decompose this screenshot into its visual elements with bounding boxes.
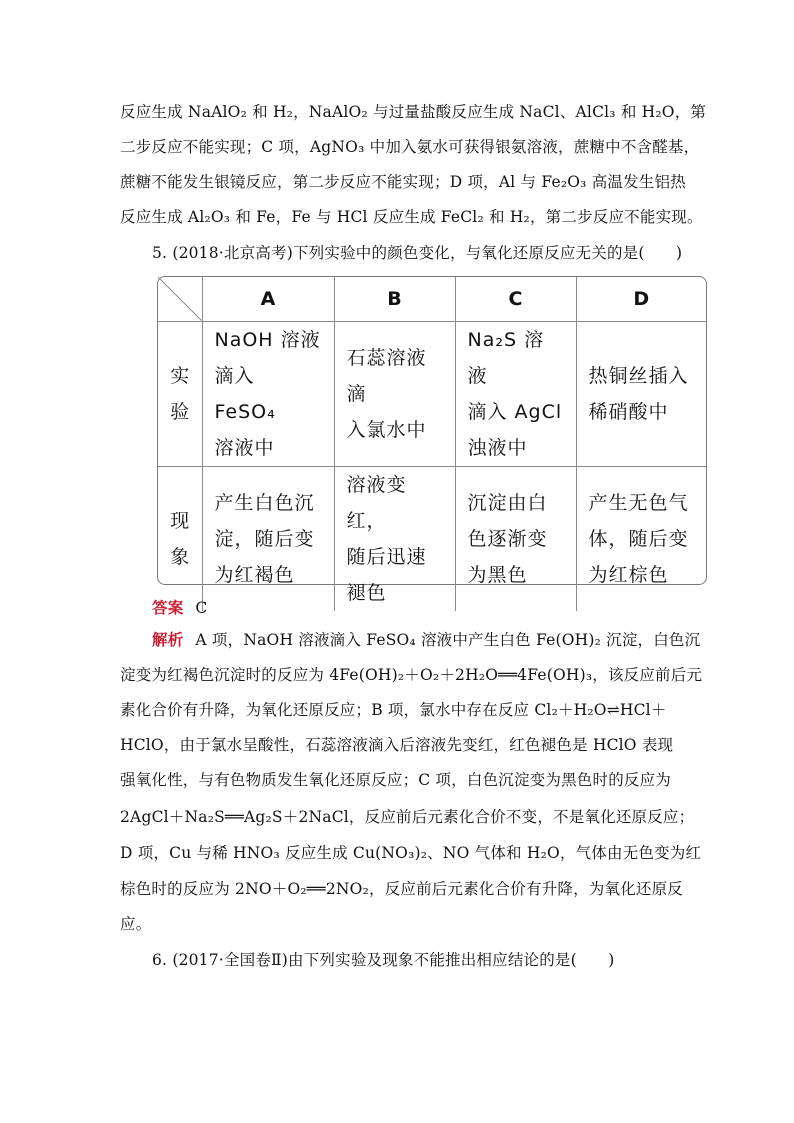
cell-line: 稀硝酸中 bbox=[588, 400, 669, 423]
cell-line: 滴入 AgCl bbox=[467, 400, 563, 423]
cell-line: 石蕊溶液滴 bbox=[346, 346, 427, 405]
row-label-phenomenon bbox=[158, 466, 202, 611]
header-a: A bbox=[202, 277, 334, 321]
analysis-line-7: D 项，Cu 与稀 HNO₃ 反应生成 Cu(NO₃)₂、NO 气体和 H₂O，气体由无色变为红 bbox=[120, 844, 702, 862]
cell-line: 沉淀由白 bbox=[467, 491, 548, 514]
phenomenon-a bbox=[202, 466, 334, 611]
row-label-char: 验 bbox=[170, 400, 190, 423]
cell-line: 淀，随后变 bbox=[214, 527, 315, 550]
cell-line: 溶液中 bbox=[214, 436, 275, 459]
cell-line: NaOH 溶液 bbox=[214, 328, 321, 351]
paragraph-line-2: 二步反应不能实现；C 项，AgNO₃ 中加入氨水可获得银氨溶液，蔗糖中不含醛基， bbox=[120, 138, 700, 156]
header-d: D bbox=[576, 277, 706, 321]
row-label-char: 现 bbox=[170, 509, 190, 532]
analysis-line-2: 淀变为红褐色沉淀时的反应为 4Fe(OH)₂＋O₂＋2H₂O══4Fe(OH)₃，该反应前后元 bbox=[120, 666, 703, 684]
analysis-line-1 bbox=[152, 630, 712, 650]
paragraph-line-3: 蔗糖不能发生银镜反应，第二步反应不能实现；D 项，Al 与 Fe₂O₃ 高温发生铝热 bbox=[120, 173, 686, 191]
experiment-c bbox=[455, 321, 576, 466]
header-b: B bbox=[334, 277, 455, 321]
experiment-b bbox=[334, 321, 455, 466]
cell-line: Na₂S 溶液 bbox=[467, 328, 545, 387]
cell-line: 随后迅速 bbox=[346, 545, 427, 568]
cell-line: 色逐渐变 bbox=[467, 527, 548, 550]
experiment-a bbox=[202, 321, 334, 466]
cell-line: 热铜丝插入 bbox=[588, 364, 689, 387]
answer-label: 答案 bbox=[152, 599, 184, 617]
cell-line: 溶液变红， bbox=[346, 473, 407, 532]
analysis-line-4: HClO，由于氯水呈酸性，石蕊溶液滴入后溶液先变红，红色褪色是 HClO 表现 bbox=[120, 736, 674, 754]
analysis-label: 解析 bbox=[152, 631, 184, 649]
experiment-table bbox=[157, 276, 707, 604]
header-c: C bbox=[455, 277, 576, 321]
diagonal-line-icon bbox=[158, 277, 202, 321]
table-corner-cell bbox=[158, 277, 202, 321]
analysis-line-9: 应。 bbox=[120, 915, 152, 933]
phenomenon-b bbox=[334, 466, 455, 611]
row-label-char: 象 bbox=[170, 545, 190, 568]
cell-line: 产生无色气 bbox=[588, 491, 689, 514]
cell-line: 为黑色 bbox=[467, 563, 528, 586]
row-label-experiment bbox=[158, 321, 202, 466]
phenomenon-c bbox=[455, 466, 576, 611]
cell-line: 为红棕色 bbox=[588, 563, 669, 586]
question-5: 5. (2018·北京高考)下列实验中的颜色变化，与氧化还原反应无关的是( ) bbox=[152, 244, 683, 262]
question-6: 6. (2017·全国卷Ⅱ)由下列实验及现象不能推出相应结论的是( ) bbox=[152, 951, 615, 969]
cell-line: 滴入 FeSO₄ bbox=[214, 364, 276, 423]
cell-line: 入氯水中 bbox=[346, 418, 427, 441]
analysis-line-8: 棕色时的反应为 2NO＋O₂══2NO₂，反应前后元素化合价有升降，为氧化还原反 bbox=[120, 880, 683, 898]
row-label-char: 实 bbox=[170, 364, 190, 387]
cell-line: 产生白色沉 bbox=[214, 491, 315, 514]
cell-line: 体，随后变 bbox=[588, 527, 689, 550]
phenomenon-d bbox=[576, 466, 706, 611]
answer-value: C bbox=[195, 599, 208, 617]
experiment-d bbox=[576, 321, 706, 466]
cell-line: 褪色 bbox=[346, 581, 387, 604]
analysis-text: A 项，NaOH 溶液滴入 FeSO₄ 溶液中产生白色 Fe(OH)₂ 沉淀，白色沉 bbox=[195, 631, 701, 649]
cell-line: 为红褐色 bbox=[214, 563, 295, 586]
analysis-line-3: 素化合价有升降，为氧化还原反应；B 项，氯水中存在反应 Cl₂＋H₂O⇌HCl＋ bbox=[120, 701, 667, 719]
paragraph-line-1: 反应生成 NaAlO₂ 和 H₂，NaAlO₂ 与过量盐酸反应生成 NaCl、AlCl₃ 和 H₂O，第 bbox=[120, 103, 707, 121]
paragraph-line-4: 反应生成 Al₂O₃ 和 Fe，Fe 与 HCl 反应生成 FeCl₂ 和 H₂，第二步反应不能实现。 bbox=[120, 208, 703, 226]
answer-line bbox=[152, 598, 712, 618]
analysis-line-6: 2AgCl＋Na₂S══Ag₂S＋2NaCl，反应前后元素化合价不变，不是氧化还原反应； bbox=[120, 808, 695, 826]
analysis-line-5: 强氧化性，与有色物质发生氧化还原反应；C 项，白色沉淀变为黑色时的反应为 bbox=[120, 771, 671, 789]
cell-line: 浊液中 bbox=[467, 436, 528, 459]
